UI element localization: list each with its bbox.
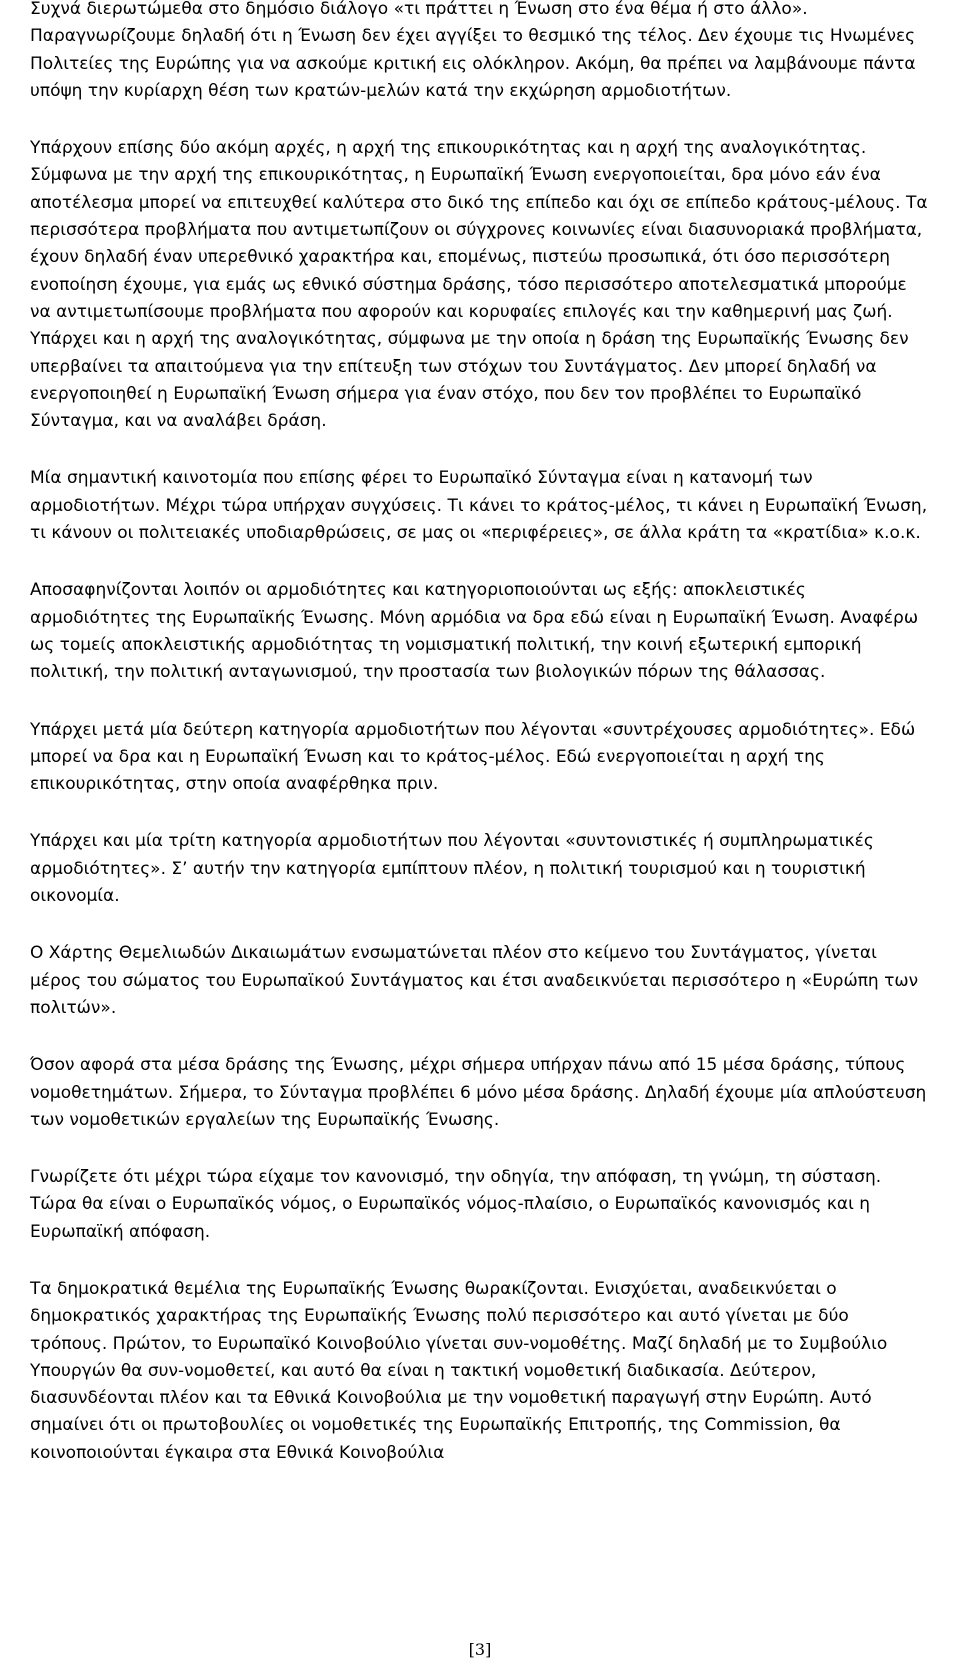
page-number: [3]: [468, 1640, 492, 1659]
paragraph-2: Υπάρχουν επίσης δύο ακόμη αρχές, η αρχή της επικουρικότητας και η αρχή της αναλογικότητας. Σύμφωνα με την αρχή της επικουρικότητας, η Ευρωπαϊκή Ένωση ενεργοποιείται, δρα μόνο εάν ένα αποτέλεσμα μπορεί να επιτευχθεί καλύτερα στο δικό της επίπεδο και όχι σε επίπεδο κράτους-μέλους. Τα περισσότερα προβλήματα που αντιμετωπίζουν οι σύγχρονες κοινωνίες είναι διασυνοριακά προβλήματα, έχουν δηλαδή έναν υπερεθνικό χαρακτήρα και, επομένως, πιστεύω προσωπικά, ότι όσο περισσότερη ενοποίηση έχουμε, για εμάς ως εθνικό σύστημα δράσης, τόσο περισσότερο αποτελεσματικά μπορούμε να αντιμετωπίσουμε προβλήματα που αφορούν και κορυφαίες επιλογές και την καθημερινή μας ζωή. Υπάρχει και η αρχή της αναλογικότητας, σύμφωνα με την οποία η δράση της Ευρωπαϊκής Ένωσης δεν υπερβαίνει τα απαιτούμενα για την επίτευξη των στόχων του Συντάγματος. Δεν μπορεί δηλαδή να ενεργοποιηθεί η Ευρωπαϊκή Ένωση σήμερα για έναν στόχο, που δεν τον προβλέπει το Ευρωπαϊκό Σύνταγμα, και να αναλάβει δράση.: [30, 138, 928, 432]
paragraph-4: Αποσαφηνίζονται λοιπόν οι αρμοδιότητες και κατηγοριοποιούνται ως εξής: αποκλειστικές αρμοδιότητες της Ευρωπαϊκής Ένωσης. Μόνη αρμόδια να δρα εδώ είναι η Ευρωπαϊκή Ένωση. Αναφέρω ως τομείς αποκλειστικής αρμοδιότητας τη νομισματική πολιτική, την κοινή εξωτερική εμπορική πολιτική, την πολιτική ανταγωνισμού, την προστασία των βιολογικών πόρων της θάλασσας.: [30, 580, 919, 683]
document-page: [30, 0, 930, 1497]
paragraph-8: Όσον αφορά στα μέσα δράσης της Ένωσης, μέχρι σήμερα υπήρχαν πάνω από 15 μέσα δράσης, τύπους νομοθετημάτων. Σήμερα, το Σύνταγμα προβλέπει 6 μόνο μέσα δράσης. Δηλαδή έχουμε μία απλούστευση των νομοθετικών εργαλείων της Ευρωπαϊκής Ένωσης.: [30, 1055, 927, 1130]
paragraph-3: Μία σημαντική καινοτομία που επίσης φέρει το Ευρωπαϊκό Σύνταγμα είναι η κατανομή των αρμοδιοτήτων. Μέχρι τώρα υπήρχαν συγχύσεις. Τι κάνει το κράτος-μέλος, τι κάνει η Ευρωπαϊκή Ένωση, τι κάνουν οι πολιτειακές υποδιαρθρώσεις, σε μας οι «περιφέρειες», σε άλλα κράτη τα «κρατίδια» κ.ο.κ.: [30, 468, 928, 544]
paragraph-10: Τα δημοκρατικά θεμέλια της Ευρωπαϊκής Ένωσης θωρακίζονται. Ενισχύεται, αναδεικνύεται ο δημοκρατικός χαρακτήρας της Ευρωπαϊκής Ένωσης πολύ περισσότερο και αυτό γίνεται με δύο τρόπους. Πρώτον, το Ευρωπαϊκό Κοινοβούλιο γίνεται συν-νομοθέτης. Μαζί δηλαδή με το Συμβούλιο Υπουργών θα συν-νομοθετεί, και αυτό θα είναι η τακτική νομοθετική διαδικασία. Δεύτερον, διασυνδέονται πλέον και τα Εθνικά Κοινοβούλια με την νομοθετική παραγωγή στην Ευρώπη. Αυτό σημαίνει ότι οι πρωτοβουλίες οι νομοθετικές της Ευρωπαϊκής Επιτροπής, της Commission, θα κοινοποιούνται έγκαιρα στα Εθνικά Κοινοβούλια: [30, 1278, 888, 1463]
paragraph-6: Υπάρχει και μία τρίτη κατηγορία αρμοδιοτήτων που λέγονται «συντονιστικές ή συμπληρωματικές αρμοδιότητες». Σ’ αυτήν την κατηγορία εμπίπτουν πλέον, η πολιτική τουρισμού και η τουριστική οικονομία.: [30, 831, 874, 907]
paragraph-9: Γνωρίζετε ότι μέχρι τώρα είχαμε τον κανονισμό, την οδηγία, την απόφαση, τη γνώμη, τη σύσταση. Τώρα θα είναι ο Ευρωπαϊκός νόμος, ο Ευρωπαϊκός νόμος-πλαίσιο, ο Ευρωπαϊκός κανονισμός και η Ευρωπαϊκή απόφαση.: [30, 1167, 882, 1242]
paragraph-1: Συχνά διερωτώμεθα στο δημόσιο διάλογο «τι πράττει η Ένωση στο ένα θέμα ή στο άλλο». Παραγνωρίζουμε δηλαδή ότι η Ένωση δεν έχει αγγίξει το θεσμικό της τέλος. Δεν έχουμε τις Ηνωμένες Πολιτείες της Ευρώπης για να ασκούμε κριτική εις ολόκληρον. Ακόμη, θα πρέπει να λαμβάνουμε πάντα υπόψη την κυρίαρχη θέση των κρατών-μελών κατά την εκχώρηση αρμοδιοτήτων.: [30, 0, 916, 101]
paragraph-7: Ο Χάρτης Θεμελιωδών Δικαιωμάτων ενσωματώνεται πλέον στο κείμενο του Συντάγματος, γίνεται μέρος του σώματος του Ευρωπαϊκού Συντάγματος και έτσι αναδεικνύεται περισσότερο η «Ευρώπη των πολιτών».: [30, 943, 919, 1018]
paragraph-5: Υπάρχει μετά μία δεύτερη κατηγορία αρμοδιοτήτων που λέγονται «συντρέχουσες αρμοδιότητες». Εδώ μπορεί να δρα και η Ευρωπαϊκή Ένωση και το κράτος-μέλος. Εδώ ενεργοποιείται η αρχή της επικουρικότητας, στην οποία αναφέρθηκα πριν.: [30, 719, 916, 795]
